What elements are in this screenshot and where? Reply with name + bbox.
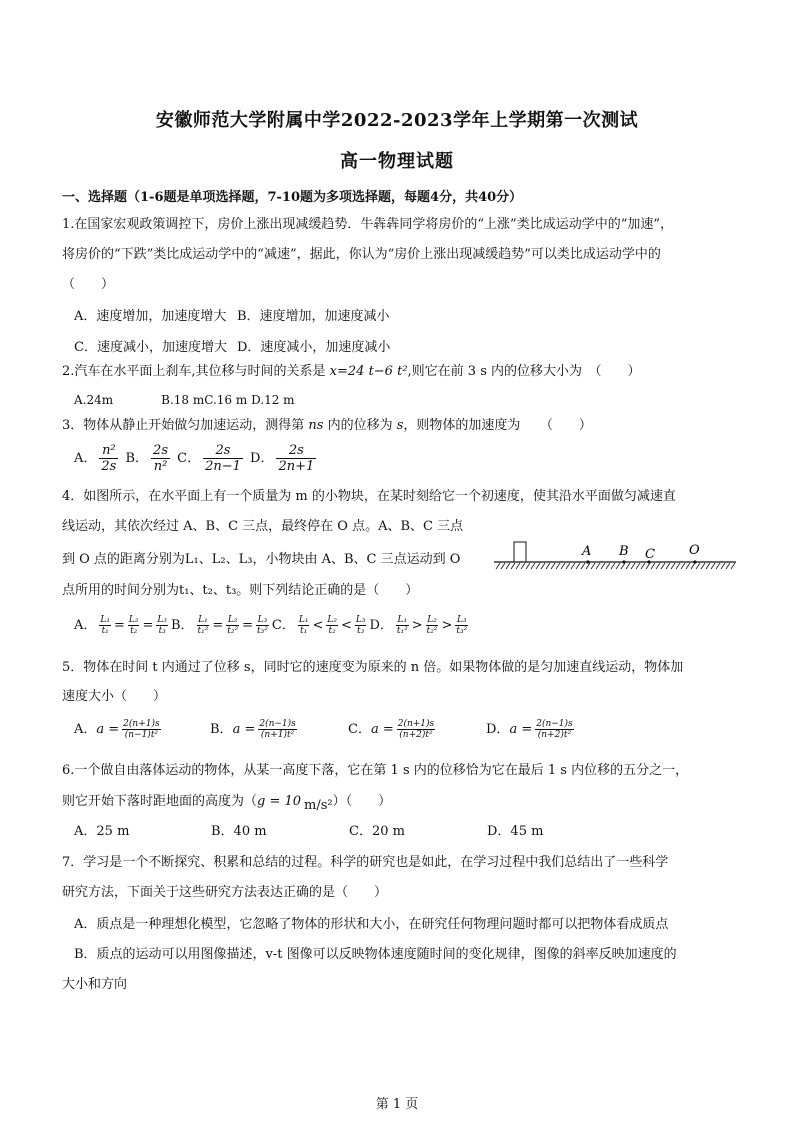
q4-fraction-num: L₁ (198, 615, 208, 625)
q3-var-ns: ns (308, 418, 324, 433)
hatch-mark (566, 563, 570, 569)
q2-stem-a: 2.汽车在水平面上刹车,其位移与时间的关系是 (62, 364, 330, 379)
q5-c-num: 2(n+1)s (397, 719, 435, 729)
hatch-mark (586, 563, 590, 569)
q1-line2: 将房价的“下跌”类比成运动学中的“减速”，据此，你认为“房价上涨出现减缓趋势”可以类比成运动学中的 (62, 247, 661, 262)
q5-d-frac (535, 719, 573, 740)
q4-operator: > (441, 618, 453, 633)
q4-operator: < (340, 618, 352, 633)
q4-fraction-num: L₁ (298, 615, 309, 625)
hatch-mark (536, 563, 540, 569)
q7-option-b-line2: 大小和方向 (62, 977, 128, 992)
hatch-mark (686, 563, 690, 569)
q3-d-frac (276, 443, 316, 474)
hatch-mark (511, 563, 515, 569)
q4-option-fraction (355, 615, 367, 636)
q4-options-holder (74, 615, 471, 636)
label-o: O (689, 543, 700, 558)
q4-fraction-den: t₃² (456, 626, 468, 636)
q6-line1: 6.一个做自由落体运动的物体，从某一高度下落，它在第 1 s 内的位移恰为它在最后 1 s 内位移的五分之一， (62, 763, 689, 778)
hatch-mark (501, 563, 505, 569)
q6-g: g = 10 (257, 794, 302, 809)
q6-option-a: A．25 m (74, 824, 130, 839)
q4-fraction-num: L₃ (257, 615, 268, 625)
q3-c-label: C． (177, 451, 201, 466)
hatch-mark (641, 563, 645, 569)
q4-fraction-den: t₁² (396, 626, 408, 636)
q5-a-den: (n−1)t² (124, 730, 159, 740)
q3-a-den: 2s (101, 459, 117, 474)
hatch-mark (496, 563, 500, 569)
q3-a-num: n² (99, 443, 118, 459)
hatch-mark (721, 563, 725, 569)
q4-fraction-num: L₃ (457, 615, 467, 625)
hatch-mark (716, 563, 720, 569)
q1-option-a: A．速度增加，加速度增大 (74, 309, 227, 324)
hatch-mark (581, 563, 585, 569)
q1-option-d: D．速度减小，加速度减小 (237, 340, 391, 355)
q6-line2 (62, 794, 392, 813)
q4-fraction-den: t₃ (158, 626, 166, 636)
q5-a-num: 2(n+1)s (123, 719, 160, 729)
q4-fraction-den: t₂ (328, 626, 336, 636)
hatch-mark (546, 563, 550, 569)
q5-b-eq: a = (232, 722, 256, 737)
label-a: A (582, 544, 592, 559)
q7-option-b-line1: B．质点的运动可以用图像描述，v-t 图像可以反映物体速度随时间的变化规律，图像的斜率反映加速度的 (74, 947, 677, 962)
hatch-mark (571, 563, 575, 569)
label-b: B (619, 544, 629, 559)
exam-subtitle: 高一物理试题 (340, 151, 454, 172)
q1-line1: 1.在国家宏观政策调控下，房价上涨出现减缓趋势．牛犇犇同学将房价的“上涨”类比成运动学中的“加速”， (62, 217, 673, 232)
hatch-mark (596, 563, 600, 569)
point-b (622, 560, 625, 563)
label-c: C (645, 547, 655, 562)
hatch-mark (526, 563, 530, 569)
q4-fraction-den: t₃ (357, 626, 365, 636)
q1-option-b: B．速度增加，加速度减小 (237, 309, 390, 324)
q5-b-frac (258, 719, 296, 740)
q4-option-fraction (455, 615, 468, 636)
q3-c-num: 2s (203, 443, 243, 459)
hatch-mark (506, 563, 510, 569)
q5-line2: 速度大小（ ） (62, 689, 167, 704)
q4-line2: 线运动，其依次经过 A、B、C 三点，最终停在 O 点。A、B、C 三点 (62, 519, 464, 534)
q4-option-fraction (426, 615, 439, 636)
q4-fraction-num: L₂ (327, 615, 337, 625)
q4-operator: > (411, 618, 423, 633)
hatch-mark (696, 563, 700, 569)
hatch-mark (666, 563, 670, 569)
q4-option-fraction (156, 615, 168, 636)
q4-options (74, 611, 471, 641)
exam-title: 安徽师范大学附属中学2022-2023学年上学期第一次测试 (155, 110, 639, 131)
hatch-mark (606, 563, 610, 569)
q2-stem-b: ,则它在前 3 s 内的位移大小为 （ ） (407, 364, 641, 379)
hatch-mark (576, 563, 580, 569)
q1-option-c: C．速度减小，加速度增大 (74, 340, 227, 355)
q3-c-den: 2n−1 (205, 459, 241, 474)
q4-option-fraction (197, 615, 210, 636)
hatch-mark (556, 563, 560, 569)
q5-option-a (74, 715, 164, 745)
hatch-mark (531, 563, 535, 569)
q4-option-label: D． (369, 618, 393, 633)
q5-a-label: A． (74, 722, 97, 737)
q1-paren: （ ） (62, 277, 115, 292)
q4-operator: < (312, 618, 324, 633)
q4-fraction-den: t₂² (227, 626, 239, 636)
q3-d-den: 2n+1 (278, 459, 315, 474)
q5-d-den: (n+2)t² (537, 730, 572, 740)
q2-options: A.24m B.18 mC.16 m D.12 m (74, 393, 295, 407)
q5-c-eq: a = (370, 722, 394, 737)
q3-a-label: A． (74, 451, 97, 466)
hatch-mark (691, 563, 695, 569)
hatch-mark (516, 563, 520, 569)
q3-b-num: 2s (153, 443, 168, 458)
q4-fraction-den: t₁² (197, 626, 209, 636)
hatch-mark (541, 563, 545, 569)
q3-stem-b: 内的位移为 (323, 418, 397, 433)
q7-option-a: A．质点是一种理想化模型，它忽略了物体的形状和大小，在研究任何物理问题时都可以把物体看成质点 (74, 917, 669, 932)
hatch-mark (651, 563, 655, 569)
hatch-mark (636, 563, 640, 569)
q3-d-num: 2s (276, 443, 316, 459)
q4-fraction-den: t₂² (426, 626, 438, 636)
q6-option-b: B．40 m (211, 824, 267, 839)
hatch-mark (726, 563, 730, 569)
hatch-mark (656, 563, 660, 569)
q5-d-eq: a = (509, 722, 533, 737)
q4-line3: 到 O 点的距离分别为L₁、L₂、L₃，小物块由 A、B、C 三点运动到 O (62, 552, 461, 567)
q7-line2: 研究方法，下面关于这些研究方法表达正确的是（ ） (62, 885, 388, 900)
q3-c-frac (203, 443, 243, 474)
q4-diagram (492, 538, 738, 574)
q4-option-label: A． (74, 618, 97, 633)
q3-var-s: s (396, 418, 404, 433)
q6-line2a: 则它开始下落时距地面的高度为（ (62, 794, 258, 809)
hatch-mark (646, 563, 650, 569)
q5-option-b (210, 715, 300, 745)
q5-d-num: 2(n−1)s (536, 719, 573, 729)
hatch-mark (701, 563, 705, 569)
hatch-mark (681, 563, 685, 569)
hatch-mark (661, 563, 665, 569)
hatch-mark (561, 563, 565, 569)
q3-stem-c: ，则物体的加速度为 （ ） (403, 418, 592, 433)
q4-fraction-num: L₁ (100, 615, 110, 625)
hatch-mark (616, 563, 620, 569)
hatch-mark (626, 563, 630, 569)
q5-b-label: B． (210, 722, 233, 737)
q6-line2b: ）（ ） (332, 794, 392, 809)
q4-operator: = (142, 618, 154, 633)
q3-options (74, 441, 319, 477)
hatch-mark (521, 563, 525, 569)
block-shape (514, 542, 526, 562)
q4-fraction-num: L₁ (397, 615, 408, 625)
q2-formula: x=24 t−6 t² (329, 364, 408, 379)
q4-fraction-num: L₂ (128, 615, 139, 625)
q4-option-fraction (99, 615, 111, 636)
q5-option-d (486, 715, 577, 745)
q6-option-c: C．20 m (349, 824, 405, 839)
hatch-mark (611, 563, 615, 569)
q4-option-fraction (396, 615, 409, 636)
point-a (586, 560, 589, 563)
ground-hatch (496, 563, 735, 569)
hatch-mark (711, 563, 715, 569)
q4-operator: = (242, 618, 254, 633)
q3-stem-a: 3．物体从静止开始做匀加速运动，测得第 (62, 418, 309, 433)
q4-fraction-num: L₃ (157, 615, 167, 625)
q6-unit: m/s² (304, 798, 333, 813)
q4-option-label: C． (271, 618, 295, 633)
q3-stem (62, 418, 592, 434)
q5-c-den: (n+2)t² (399, 730, 433, 740)
q5-b-den: (n+1)t² (260, 730, 295, 740)
q4-fraction-den: t₃² (257, 626, 268, 636)
q3-b-frac (151, 443, 170, 474)
q4-option-fraction (326, 615, 338, 636)
q7-line1: 7．学习是一个不断探究、积累和总结的过程。科学的研究也是如此，在学习过程中我们总结出了一些科学 (62, 855, 669, 870)
q3-b-den: n² (153, 459, 168, 474)
q2-stem (62, 364, 641, 380)
hatch-mark (591, 563, 595, 569)
q4-fraction-num: L₂ (427, 615, 437, 625)
q4-operator: = (113, 618, 125, 633)
q5-a-frac (122, 719, 160, 740)
section-heading: 一、选择题（1-6题是单项选择题，7-10题为多项选择题，每题4分，共40分） (62, 190, 523, 205)
q4-fraction-den: t₁ (300, 626, 308, 636)
hatch-mark (671, 563, 675, 569)
q5-c-frac (397, 719, 435, 740)
q4-option-label: B． (170, 618, 194, 633)
q4-option-fraction (226, 615, 239, 636)
q4-fraction-num: L₃ (355, 615, 366, 625)
q6-option-d: D．45 m (487, 824, 544, 839)
q4-option-fraction (128, 615, 140, 636)
page-number: 第 1 页 (375, 1097, 419, 1112)
hatch-mark (631, 563, 635, 569)
q5-b-num: 2(n−1)s (259, 719, 296, 729)
q3-a-frac (99, 443, 118, 474)
q3-b-label: B． (125, 451, 149, 466)
hatch-mark (621, 563, 625, 569)
q4-line4: 点所用的时间分别为t₁、t₂、t₃。则下列结论正确的是（ ） (62, 583, 419, 598)
q4-option-fraction (256, 615, 269, 636)
q3-d-label: D． (250, 451, 274, 466)
hatch-mark (551, 563, 555, 569)
q4-line1: 4．如图所示，在水平面上有一个质量为 m 的小物块，在某时刻给它一个初速度，使其沿水平面做匀减速直 (62, 489, 676, 504)
q5-option-c (348, 715, 438, 745)
hatch-mark (676, 563, 680, 569)
q4-option-fraction (298, 615, 310, 636)
q4-operator: = (212, 618, 224, 633)
hatch-mark (706, 563, 710, 569)
q4-fraction-num: L₂ (227, 615, 238, 625)
q5-line1: 5．物体在时间 t 内通过了位移 s，同时它的速度变为原来的 n 倍。如果物体做的是匀加速直线运动，物体加 (62, 660, 684, 675)
hatch-mark (731, 563, 735, 569)
point-o (693, 560, 696, 563)
q5-d-label: D． (486, 722, 510, 737)
q4-fraction-den: t₂ (130, 626, 138, 636)
q5-a-eq: a = (96, 722, 120, 737)
q4-fraction-den: t₁ (101, 626, 109, 636)
hatch-mark (601, 563, 605, 569)
q5-c-label: C． (348, 722, 371, 737)
